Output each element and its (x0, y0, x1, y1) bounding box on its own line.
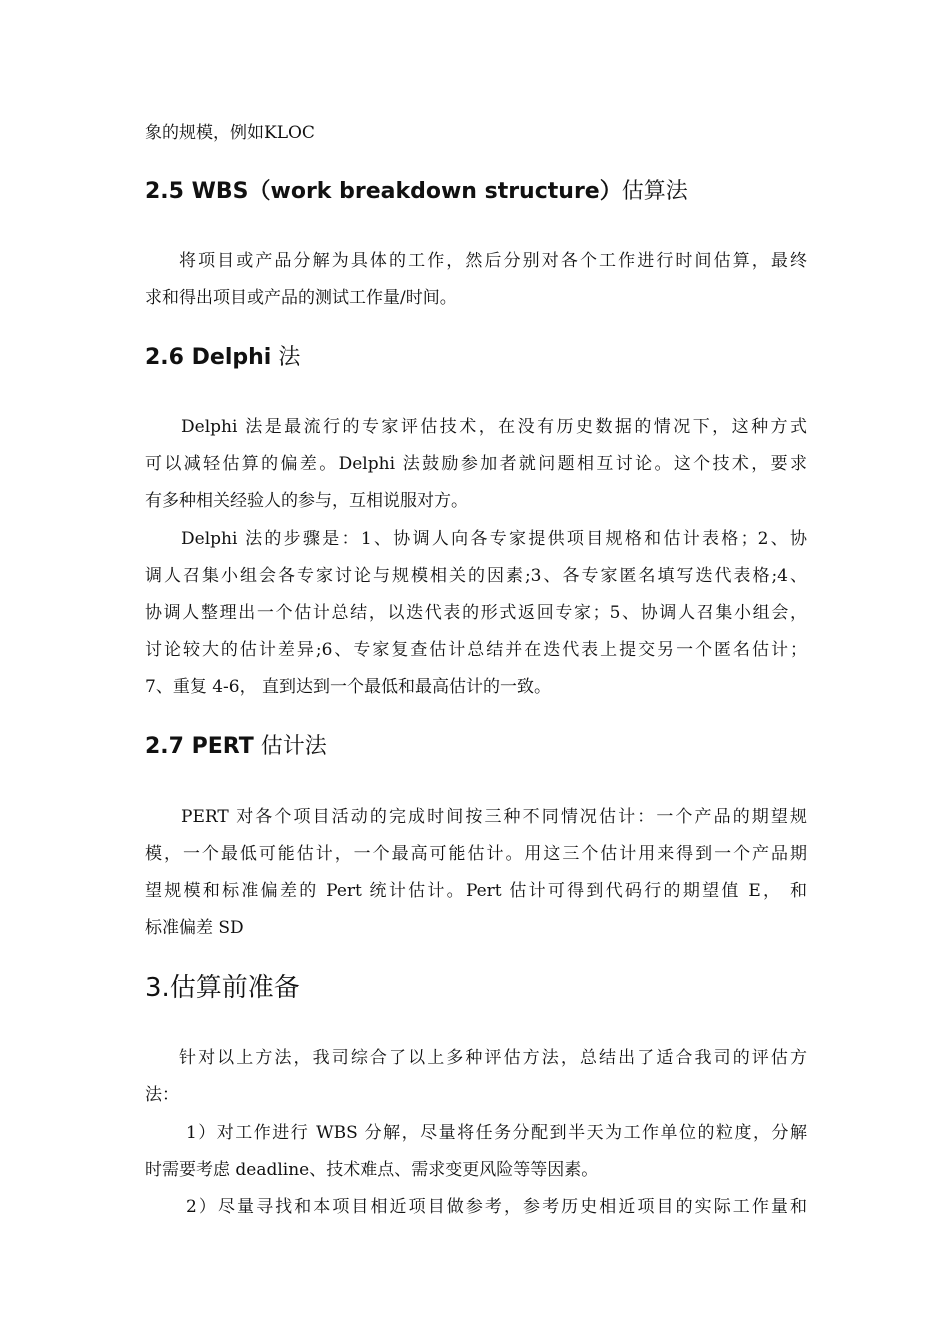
section-2-5-heading (145, 178, 688, 206)
section-3-p1-line-1: 针对以上方法，我司综合了以上多种评估方法，总结出了适合我司的评估方 (179, 1048, 807, 1068)
section-3-p1-line-2: 法： (145, 1085, 179, 1105)
section-2-6-p2-line-2: 调人召集小组会各专家讨论与规模相关的因素;3、各专家匿名填写迭代表格;4、 (145, 566, 807, 586)
section-2-7-number: 2.7 PERT (145, 734, 254, 759)
section-2-6-p2-line-5: 7、重复 4-6， 直到达到一个最低和最高估计的一致。 (145, 677, 551, 697)
section-2-7-line-2: 模，一个最低可能估计，一个最高可能估计。用这三个估计用来得到一个产品期 (145, 844, 807, 864)
section-2-5-line-2: 求和得出项目或产品的测试工作量/时间。 (145, 288, 457, 308)
section-2-6-p1-line-3: 有多种相关经验人的参与，互相说服对方。 (145, 491, 468, 511)
section-3-item-1-line-2: 时需要考虑 deadline、技术难点、需求变更风险等等因素。 (145, 1160, 599, 1180)
section-2-6-number: 2.6 Delphi (145, 345, 272, 370)
section-3-item-1-line-1: 1）对工作进行 WBS 分解，尽量将任务分配到半天为工作单位的粒度，分解 (186, 1123, 807, 1143)
section-3-heading: 3.估算前准备 (145, 973, 300, 1003)
section-2-5-tail: 估算法 (621, 179, 688, 204)
section-2-5-paren: （work breakdown structure） (248, 179, 622, 204)
section-2-6-p1-line-2: 可以减轻估算的偏差。Delphi 法鼓励参加者就问题相互讨论。这个技术，要求 (145, 454, 807, 474)
section-2-7-line-3: 望规模和标准偏差的 Pert 统计估计。Pert 估计可得到代码行的期望值 E， 和 (145, 881, 807, 901)
section-2-6-p2-line-1: Delphi 法的步骤是：1、协调人向各专家提供项目规格和估计表格；2、协 (181, 529, 807, 549)
intro-line: 象的规模，例如KLOC (145, 123, 315, 143)
section-2-6-p2-line-4: 讨论较大的估计差异;6、专家复查估计总结并在迭代表上提交另一个匿名估计； (145, 640, 807, 660)
section-2-7-line-4: 标准偏差 SD (145, 918, 244, 938)
section-3-item-2-line-1: 2）尽量寻找和本项目相近项目做参考，参考历史相近项目的实际工作量和 (186, 1197, 807, 1217)
section-2-5-number: 2.5 WBS (145, 179, 249, 204)
section-2-6-tail: 法 (278, 345, 301, 370)
section-2-7-tail: 估计法 (260, 734, 327, 759)
section-2-6-p2-line-3: 协调人整理出一个估计总结，以迭代表的形式返回专家；5、协调人召集小组会， (145, 603, 807, 623)
section-2-6-p1-line-1: Delphi 法是最流行的专家评估技术，在没有历史数据的情况下，这种方式 (181, 417, 807, 437)
section-2-5-line-1: 将项目或产品分解为具体的工作，然后分别对各个工作进行时间估算，最终 (179, 251, 807, 271)
section-2-7-line-1: PERT 对各个项目活动的完成时间按三种不同情况估计：一个产品的期望规 (181, 807, 807, 827)
section-2-7-heading (145, 733, 327, 761)
section-2-6-heading (145, 344, 300, 372)
